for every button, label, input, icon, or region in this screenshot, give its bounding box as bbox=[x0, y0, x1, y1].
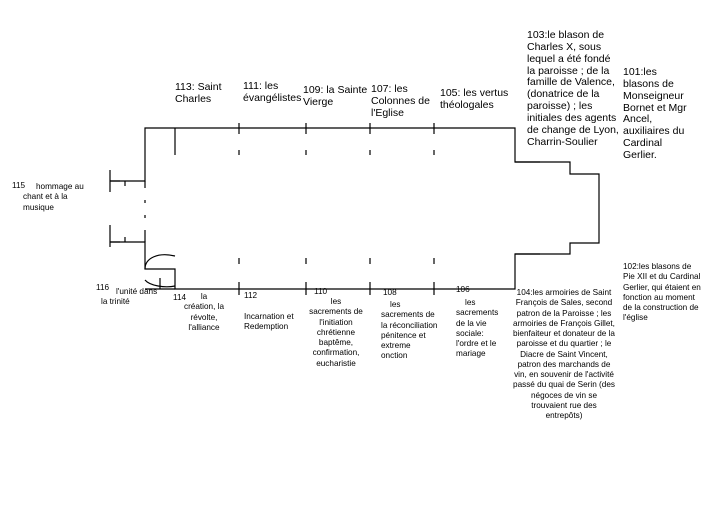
label-111: 111: les évangélistes bbox=[243, 80, 302, 104]
label-113: 113: Saint Charles bbox=[175, 81, 222, 105]
label-109: 109: la Sainte Vierge bbox=[303, 84, 368, 108]
nave-outline-top bbox=[110, 128, 599, 289]
label-101: 101:les blasons de Monseigneur Bornet et Mgr Ancel, auxiliaires du Cardinal Gerlier. bbox=[623, 66, 687, 162]
label-105: 105: les vertus théologales bbox=[440, 87, 509, 111]
label-114-number: 114 bbox=[173, 293, 187, 302]
label-102: 102:les blasons de Pie XII et du Cardinal Gerlier, qui étaient en fonction au moment de la construction de l'église bbox=[623, 262, 701, 323]
label-110-number: 110 bbox=[314, 287, 328, 296]
baptistery-arc bbox=[145, 255, 175, 269]
label-103: 103:le blason de Charles X, sous lequel a été fondé la paroisse ; de la famille de Valence, (donatrice de la paroisse) ; les initiales des agents de change de Lyon, Charrin-Soulier bbox=[527, 29, 619, 148]
label-108-number: 108 bbox=[383, 288, 397, 297]
label-116-number: 116 bbox=[96, 283, 110, 292]
label-115-text: hommage au chant et à la musique bbox=[23, 182, 84, 212]
label-108-text: les sacrements de la réconciliation pénitence et extreme onction bbox=[381, 300, 438, 361]
label-106-number: 106 bbox=[456, 285, 470, 294]
label-104: 104:les armoiries de Saint François de Sales, second patron de la Paroisse ; les armoiries de François Gillet, bienfaiteur et donateur de la paroisse et du quartier ; le Diacre de Saint Vincent, patron des marchands de vin, en souvenir de l'activité passé du quai de Serin (des négoces de vin se trouvaient rue des entrepôts) bbox=[513, 288, 615, 420]
label-110-text: les sacrements de l'initiation chrétienne baptême, confirmation, eucharistie bbox=[309, 297, 363, 368]
label-116-text: l'unité dans la trinité bbox=[101, 287, 158, 307]
label-107: 107: les Colonnes de l'Eglise bbox=[371, 83, 430, 119]
label-112: 112 Incarnation et Redemption bbox=[244, 291, 294, 331]
label-114-text: la création, la révolte, l'alliance bbox=[183, 292, 225, 332]
label-115-number: 115 bbox=[12, 181, 26, 190]
label-106-text: les sacrements de la vie sociale: l'ordre et le mariage bbox=[456, 298, 499, 359]
